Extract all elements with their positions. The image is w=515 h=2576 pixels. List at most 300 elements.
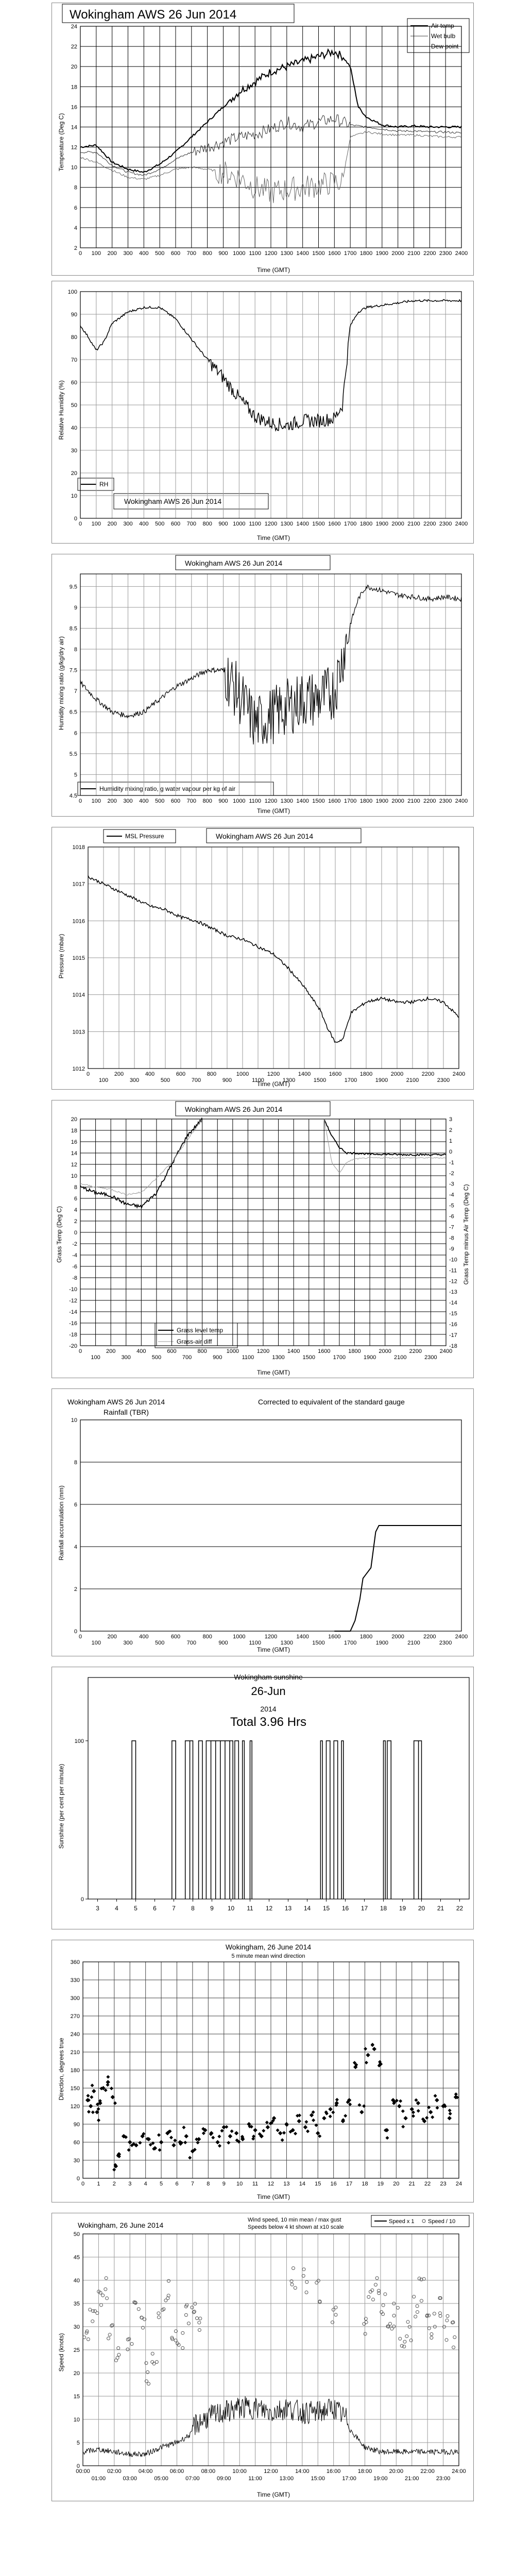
x-tick-label: 800 xyxy=(207,1071,217,1077)
direction-point xyxy=(234,2131,238,2135)
direction-point xyxy=(294,2132,297,2136)
y-axis-label: Speed (knots) xyxy=(58,2333,65,2372)
direction-point xyxy=(344,2114,347,2117)
x-tick-label: 400 xyxy=(136,1348,146,1354)
x-tick-label: 1400 xyxy=(296,1634,309,1640)
x-tick-label: 2300 xyxy=(437,1077,450,1083)
pressure-chart xyxy=(52,827,474,1089)
speed-div10-point xyxy=(147,2382,150,2385)
y-tick-label: 5 xyxy=(76,2440,80,2446)
x-tick-label: 0 xyxy=(86,1071,90,1077)
direction-point xyxy=(276,2128,280,2132)
legend-mixing-ratio: Humidity mixing ratio, g water vapour per kg of air xyxy=(99,785,236,792)
chart-date: 26-Jun xyxy=(251,1685,286,1698)
x-tick-label: 16 xyxy=(341,1905,349,1912)
y-tick-label: 6 xyxy=(74,205,77,211)
speed-div10-point xyxy=(137,2308,140,2311)
x-tick-label: 500 xyxy=(151,1354,162,1361)
y-tick-label: 6 xyxy=(74,1502,77,1508)
x-tick-label: 1700 xyxy=(344,1640,357,1646)
x-tick-label: 9 xyxy=(210,1905,214,1912)
direction-point xyxy=(228,2134,232,2138)
y-tick-label: 30 xyxy=(73,2158,80,2164)
x-axis-label: Time (GMT) xyxy=(256,534,290,541)
y2-tick-label: -10 xyxy=(449,1257,457,1263)
speed-div10-point xyxy=(445,2338,448,2342)
x-tick-label: 1000 xyxy=(233,1634,246,1640)
direction-point xyxy=(448,2109,452,2112)
y-tick-label: 0 xyxy=(74,1230,77,1236)
y-tick-label: 1014 xyxy=(72,992,85,998)
x-tick-label: 0 xyxy=(78,1348,82,1354)
y-tick-label: 6 xyxy=(74,730,77,737)
x-tick-label: 200 xyxy=(107,250,117,257)
x-tick-label: 2300 xyxy=(439,521,452,527)
x-tick-label: 02:00 xyxy=(107,2468,122,2475)
legend-air-temp: Air temp xyxy=(431,22,454,29)
y-tick-label: 10 xyxy=(71,1173,77,1179)
y-tick-label: 22 xyxy=(71,44,77,50)
x-tick-label: 20:00 xyxy=(389,2468,404,2475)
x-tick-label: 08:00 xyxy=(201,2468,216,2475)
x-tick-label: 2400 xyxy=(455,798,468,804)
y-tick-label: 0 xyxy=(74,1629,77,1635)
speed-div10-point xyxy=(167,2279,170,2282)
chart-subtitle: Rainfall (TBR) xyxy=(104,1408,149,1416)
legend-grass-level-temp: Grass level temp xyxy=(177,1327,224,1334)
x-tick-label: 1800 xyxy=(359,798,373,804)
x-axis-label: Time (GMT) xyxy=(256,1646,290,1653)
y-tick-label: 330 xyxy=(70,1977,80,1984)
x-tick-label: 1100 xyxy=(242,1354,254,1361)
y2-tick-label: -1 xyxy=(449,1159,454,1166)
x-tick-label: 1300 xyxy=(280,1640,294,1646)
speed-div10-point xyxy=(194,2302,197,2306)
y-tick-label: 35 xyxy=(73,2301,80,2307)
x-tick-label: 1600 xyxy=(318,1348,331,1354)
x-tick-label: 600 xyxy=(170,250,181,257)
direction-point xyxy=(281,2138,284,2142)
y-tick-label: 10 xyxy=(71,493,77,499)
x-tick-label: 14:00 xyxy=(295,2468,310,2475)
direction-point xyxy=(425,2116,428,2120)
chart-title: Wokingham AWS 26 Jun 2014 xyxy=(185,1105,283,1113)
y2-tick-label: -5 xyxy=(449,1202,454,1209)
direction-point xyxy=(112,2168,116,2172)
x-tick-label: 2400 xyxy=(455,521,468,527)
direction-point xyxy=(403,2116,407,2120)
speed-div10-point xyxy=(389,2322,392,2325)
x-tick-label: 1600 xyxy=(328,250,341,257)
y-tick-label: 4 xyxy=(74,1544,77,1550)
speed-div10-point xyxy=(416,2311,419,2314)
speed-div10-point xyxy=(409,2339,413,2342)
speed-div10-point xyxy=(403,2340,406,2343)
x-tick-label: 2000 xyxy=(379,1348,391,1354)
x-tick-label: 1500 xyxy=(312,521,325,527)
direction-point xyxy=(312,2119,315,2122)
speed-div10-point xyxy=(305,2291,308,2294)
x-tick-label: 1000 xyxy=(226,1348,239,1354)
x-tick-label: 1900 xyxy=(375,521,389,527)
y-tick-label: 2 xyxy=(74,245,77,251)
speed-div10-point xyxy=(302,2268,305,2271)
direction-point xyxy=(113,2102,117,2105)
x-tick-label: 500 xyxy=(154,798,165,804)
y-tick-label: 1017 xyxy=(72,881,85,888)
y-tick-label: 8 xyxy=(74,647,77,653)
y-tick-label: 0 xyxy=(80,1896,84,1903)
direction-point xyxy=(159,2140,163,2144)
x-tick-label: 9 xyxy=(222,2181,226,2187)
sunshine-period xyxy=(327,1741,330,1899)
x-axis-label: Time (GMT) xyxy=(256,2193,290,2200)
chart-title: Wokingham AWS 26 Jun 2014 xyxy=(185,559,283,567)
x-tick-label: 19:00 xyxy=(373,2476,388,2482)
y2-tick-label: -8 xyxy=(449,1235,454,1242)
x-tick-label: 700 xyxy=(186,250,197,257)
y-tick-label: 30 xyxy=(71,448,77,454)
x-tick-label: 500 xyxy=(160,1077,170,1083)
x-tick-label: 1800 xyxy=(359,1634,373,1640)
y-tick-label: 5.5 xyxy=(69,751,77,757)
y-tick-label: 1012 xyxy=(72,1066,85,1072)
x-tick-label: 15:00 xyxy=(311,2476,325,2482)
x-tick-label: 1500 xyxy=(302,1354,315,1361)
legend xyxy=(371,2215,469,2227)
x-tick-label: 1100 xyxy=(249,250,261,257)
x-tick-label: 1800 xyxy=(359,521,373,527)
y-tick-label: 70 xyxy=(71,357,77,363)
x-tick-label: 2400 xyxy=(455,250,468,257)
x-tick-label: 1200 xyxy=(267,1071,280,1077)
legend-wet-bulb: Wet bulb xyxy=(431,32,456,40)
x-tick-label: 11:00 xyxy=(248,2476,262,2482)
x-tick-label: 23:00 xyxy=(436,2476,451,2482)
x-tick-label: 2000 xyxy=(391,250,404,257)
x-tick-label: 0 xyxy=(78,1634,82,1640)
x-tick-label: 2300 xyxy=(439,1640,452,1646)
sunshine-chart-panel xyxy=(52,1667,474,1929)
x-tick-label: 11 xyxy=(247,1905,253,1912)
x-tick-label: 500 xyxy=(154,1640,165,1646)
y-tick-label: 150 xyxy=(70,2086,80,2092)
chart-title: Wokingham, 26 June 2014 xyxy=(78,2221,164,2229)
x-tick-label: 2 xyxy=(112,2181,116,2187)
x-axis-label: Time (GMT) xyxy=(256,807,290,815)
y2-tick-label: -2 xyxy=(449,1170,454,1177)
direction-point xyxy=(435,2098,439,2102)
y-tick-label: 180 xyxy=(70,2067,80,2074)
x-tick-label: 2100 xyxy=(407,1640,420,1646)
y-tick-label: 15 xyxy=(73,2394,80,2400)
speed-div10-point xyxy=(365,2320,368,2324)
direction-point xyxy=(173,2139,177,2142)
y-tick-label: 10 xyxy=(71,1417,77,1423)
direction-point xyxy=(230,2129,234,2133)
speed-div10-point xyxy=(396,2306,399,2309)
x-tick-label: 10 xyxy=(227,1905,235,1912)
y2-tick-label: 3 xyxy=(449,1116,453,1123)
x-tick-label: 1700 xyxy=(344,1077,357,1083)
y-tick-label: 18 xyxy=(71,1128,77,1134)
x-tick-label: 1200 xyxy=(264,1634,278,1640)
x-tick-label: 21 xyxy=(437,1905,444,1912)
x-tick-label: 1000 xyxy=(233,798,246,804)
x-tick-label: 1300 xyxy=(272,1354,285,1361)
x-tick-label: 10:00 xyxy=(232,2468,247,2475)
y-tick-label: 8 xyxy=(74,1460,77,1466)
y-tick-label: 100 xyxy=(74,1738,84,1744)
x-tick-label: 8 xyxy=(207,2181,210,2187)
speed-div10-point xyxy=(106,2297,109,2300)
speed-div10-point xyxy=(181,2347,184,2350)
y-axis-label: Direction, degrees true xyxy=(58,2038,65,2100)
sunshine-period xyxy=(235,1741,238,1899)
x-tick-label: 1 xyxy=(97,2181,100,2187)
speed-div10-point xyxy=(116,2357,119,2360)
x-tick-label: 600 xyxy=(170,521,181,527)
speed-div10-point xyxy=(430,2333,433,2336)
speed-div10-point xyxy=(382,2303,385,2307)
x-tick-label: 0 xyxy=(81,2181,85,2187)
direction-point xyxy=(322,2116,326,2120)
x-tick-label: 2100 xyxy=(407,521,420,527)
speed-div10-point xyxy=(420,2299,423,2302)
speed-div10-point xyxy=(305,2280,308,2283)
direction-point xyxy=(110,2087,113,2090)
chart-subtitle-2: Speeds below 4 kt shown at x10 scale xyxy=(248,2224,344,2230)
x-tick-label: 3 xyxy=(128,2181,132,2187)
direction-point xyxy=(220,2129,224,2132)
y2-tick-label: -13 xyxy=(449,1289,457,1296)
speed-div10-point xyxy=(392,2314,396,2317)
x-tick-label: 0 xyxy=(78,250,82,257)
x-tick-label: 2200 xyxy=(423,521,436,527)
x-tick-label: 1500 xyxy=(312,798,325,804)
y-axis-label: Sunshine (per cent per minute) xyxy=(58,1764,65,1849)
direction-point xyxy=(303,2125,307,2129)
x-tick-label: 2200 xyxy=(423,1634,436,1640)
y-tick-label: -14 xyxy=(69,1309,77,1315)
direction-point xyxy=(262,2129,265,2132)
direction-point xyxy=(434,2094,437,2097)
x-tick-label: 1700 xyxy=(344,798,357,804)
speed-div10-point xyxy=(427,2327,431,2330)
y2-tick-label: -4 xyxy=(449,1192,454,1198)
speed-div10-point xyxy=(157,2312,160,2315)
speed-div10-point xyxy=(104,2287,107,2291)
x-tick-label: 1900 xyxy=(375,798,389,804)
y-tick-label: 30 xyxy=(73,2324,80,2330)
direction-point xyxy=(184,2134,188,2138)
x-tick-label: 1400 xyxy=(298,1071,311,1077)
direction-point xyxy=(211,2136,215,2140)
speed-div10-point xyxy=(405,2335,408,2338)
speed-div10-point xyxy=(89,2308,92,2311)
direction-point xyxy=(265,2121,269,2124)
x-tick-label: 1400 xyxy=(296,798,309,804)
relative-humidity-chart-panel xyxy=(52,281,474,544)
x-tick-label: 03:00 xyxy=(123,2476,138,2482)
y-tick-label: 0 xyxy=(76,2463,80,2469)
y-tick-label: 8 xyxy=(74,1184,77,1191)
x-tick-label: 500 xyxy=(154,521,165,527)
chart-note: Corrected to equivalent of the standard gauge xyxy=(258,1398,405,1406)
x-tick-label: 7 xyxy=(191,2181,194,2187)
direction-point xyxy=(157,2133,161,2137)
x-tick-label: 8 xyxy=(191,1905,195,1912)
x-tick-label: 1300 xyxy=(280,521,294,527)
speed-div10-point xyxy=(290,2283,294,2286)
x-tick-label: 4 xyxy=(144,2181,147,2187)
x-tick-label: 1600 xyxy=(328,1634,341,1640)
x-tick-label: 700 xyxy=(182,1354,192,1361)
direction-point xyxy=(335,2098,339,2102)
x-tick-label: 300 xyxy=(123,798,133,804)
direction-point xyxy=(158,2148,161,2152)
speed-div10-point xyxy=(157,2316,160,2319)
y-tick-label: 20 xyxy=(71,470,77,477)
direction-point xyxy=(91,2083,94,2087)
direction-point xyxy=(401,2109,405,2113)
x-tick-label: 900 xyxy=(218,798,228,804)
temperature-chart xyxy=(52,3,474,275)
y-tick-label: 4 xyxy=(74,225,77,231)
x-tick-label: 20 xyxy=(393,2181,400,2187)
direction-point xyxy=(328,2107,332,2111)
y-axis-label: Grass Temp (Deg C) xyxy=(56,1206,63,1263)
x-tick-label: 100 xyxy=(91,250,101,257)
direction-point xyxy=(278,2131,282,2135)
series-rainfall xyxy=(334,1526,461,1631)
speed-div10-point xyxy=(181,2331,184,2334)
rainfall-chart-panel xyxy=(52,1388,474,1656)
x-tick-label: 2400 xyxy=(439,1348,453,1354)
legend-dew-point: Dew point xyxy=(431,43,459,50)
x-tick-label: 21 xyxy=(408,2181,415,2187)
x-tick-label: 1300 xyxy=(280,250,294,257)
y-tick-label: 2 xyxy=(74,1586,77,1592)
y-tick-label: 50 xyxy=(73,2231,80,2238)
y-tick-label: 50 xyxy=(71,402,77,409)
speed-div10-point xyxy=(452,2346,455,2349)
sunshine-period xyxy=(384,1741,386,1899)
x-tick-label: 1500 xyxy=(313,1077,327,1083)
y-tick-label: 240 xyxy=(70,2031,80,2038)
mixing-ratio-chart-panel xyxy=(52,554,474,817)
speed-div10-point xyxy=(374,2283,377,2286)
y-tick-label: 5 xyxy=(74,772,77,778)
x-tick-label: 15 xyxy=(322,1905,330,1912)
x-tick-label: 12 xyxy=(265,1905,273,1912)
y-tick-label: -4 xyxy=(72,1252,77,1259)
x-tick-label: 1600 xyxy=(328,521,341,527)
y2-tick-label: -14 xyxy=(449,1300,457,1307)
x-tick-label: 300 xyxy=(121,1354,131,1361)
x-tick-label: 2300 xyxy=(439,798,452,804)
y-tick-label: 10 xyxy=(71,164,77,171)
mixing-ratio-chart xyxy=(52,554,474,816)
speed-div10-point xyxy=(364,2332,367,2335)
x-tick-label: 100 xyxy=(91,1640,101,1646)
x-tick-label: 900 xyxy=(213,1354,222,1361)
speed-div10-point xyxy=(446,2314,449,2317)
y-tick-label: 120 xyxy=(70,2104,80,2110)
x-axis-label: Time (GMT) xyxy=(256,1080,290,1088)
x-tick-label: 5 xyxy=(134,1905,138,1912)
direction-point xyxy=(304,2120,308,2124)
x-axis-label: Time (GMT) xyxy=(256,1369,290,1376)
y-tick-label: -12 xyxy=(69,1298,77,1304)
x-tick-label: 0 xyxy=(78,798,82,804)
y-tick-label: 60 xyxy=(71,380,77,386)
y-tick-label: 24 xyxy=(71,24,77,30)
x-tick-label: 1500 xyxy=(312,250,325,257)
chart-title: Wokingham sunshine xyxy=(234,1673,303,1681)
x-tick-label: 400 xyxy=(139,798,149,804)
grass-temp-chart xyxy=(52,1100,474,1378)
direction-point xyxy=(183,2141,187,2144)
speed-div10-point xyxy=(413,2295,416,2298)
x-tick-label: 1900 xyxy=(375,250,389,257)
temperature-chart-panel xyxy=(52,3,474,276)
sunshine-period xyxy=(414,1741,422,1899)
direction-point xyxy=(97,2119,100,2122)
y2-axis-label: Grass Temp minus Air Temp (Deg C) xyxy=(462,1184,470,1285)
x-axis-label: Time (GMT) xyxy=(256,2491,290,2498)
x-tick-label: 22 xyxy=(456,1905,464,1912)
y2-tick-label: 0 xyxy=(449,1148,453,1155)
x-tick-label: 18 xyxy=(362,2181,368,2187)
x-tick-label: 700 xyxy=(191,1077,201,1083)
x-tick-label: 17 xyxy=(360,1905,368,1912)
direction-point xyxy=(89,2104,93,2108)
x-tick-label: 300 xyxy=(129,1077,140,1083)
direction-point xyxy=(253,2128,257,2132)
y-tick-label: 60 xyxy=(73,2140,80,2146)
y-tick-label: 10 xyxy=(73,2417,80,2423)
x-tick-label: 14 xyxy=(299,2181,305,2187)
x-tick-label: 24 xyxy=(455,2181,462,2187)
direction-point xyxy=(225,2125,228,2129)
x-tick-label: 2200 xyxy=(423,250,436,257)
y2-tick-label: -3 xyxy=(449,1181,454,1188)
sunshine-period xyxy=(387,1741,391,1899)
speed-div10-point xyxy=(198,2328,201,2331)
x-tick-label: 1400 xyxy=(287,1348,300,1354)
x-tick-label: 2100 xyxy=(406,1077,419,1083)
speed-div10-point xyxy=(91,2320,94,2323)
x-tick-label: 400 xyxy=(145,1071,155,1077)
speed-div10-point xyxy=(334,2313,337,2316)
chart-year: 2014 xyxy=(260,1705,277,1713)
speed-div10-point xyxy=(317,2279,320,2282)
x-tick-label: 22:00 xyxy=(420,2468,435,2475)
x-tick-label: 300 xyxy=(123,521,133,527)
x-tick-label: 2000 xyxy=(391,798,404,804)
speed-div10-point xyxy=(130,2343,133,2346)
x-tick-label: 400 xyxy=(139,250,149,257)
y-tick-label: 16 xyxy=(71,1139,77,1145)
y-tick-label: 20 xyxy=(71,1116,77,1123)
direction-point xyxy=(106,2075,110,2079)
y-axis-label: Relative Humidity (%) xyxy=(58,380,65,440)
direction-point xyxy=(436,2106,439,2110)
y-tick-label: 14 xyxy=(71,124,77,131)
x-tick-label: 18 xyxy=(380,1905,387,1912)
x-tick-label: 7 xyxy=(172,1905,176,1912)
